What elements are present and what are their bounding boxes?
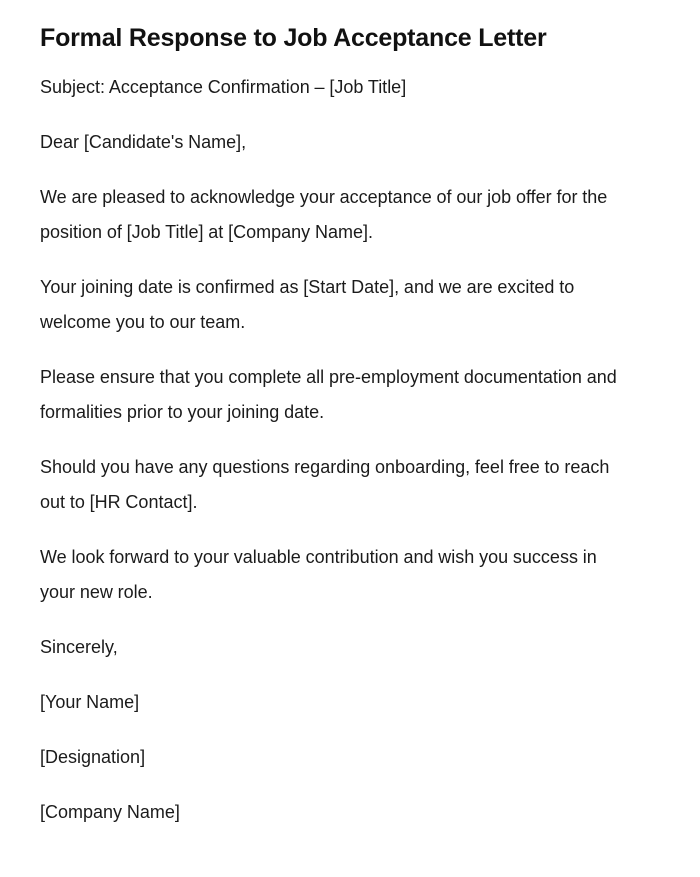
closing-salutation: Sincerely, [40, 637, 118, 657]
subject-line: Subject: Acceptance Confirmation – [Job Title] [40, 77, 407, 97]
body-paragraph-2: Your joining date is confirmed as [Start Date], and we are excited to welcome you to our team. [40, 277, 575, 332]
body-paragraph-3: Please ensure that you complete all pre-employment documentation and formalities prior to your joining date. [40, 367, 617, 422]
body-paragraph-5: We look forward to your valuable contribution and wish you success in your new role. [40, 547, 597, 602]
body-paragraph-1: We are pleased to acknowledge your acceptance of our job offer for the position of [Job Title] at [Company Name]. [40, 187, 608, 242]
signature-designation: [Designation] [40, 747, 146, 767]
salutation: Dear [Candidate's Name], [40, 132, 247, 152]
signature-company: [Company Name] [40, 802, 180, 822]
page-title: Formal Response to Job Acceptance Letter [40, 24, 547, 52]
signature-name: [Your Name] [40, 692, 140, 712]
body-paragraph-4: Should you have any questions regarding onboarding, feel free to reach out to [HR Contact]. [40, 457, 610, 512]
